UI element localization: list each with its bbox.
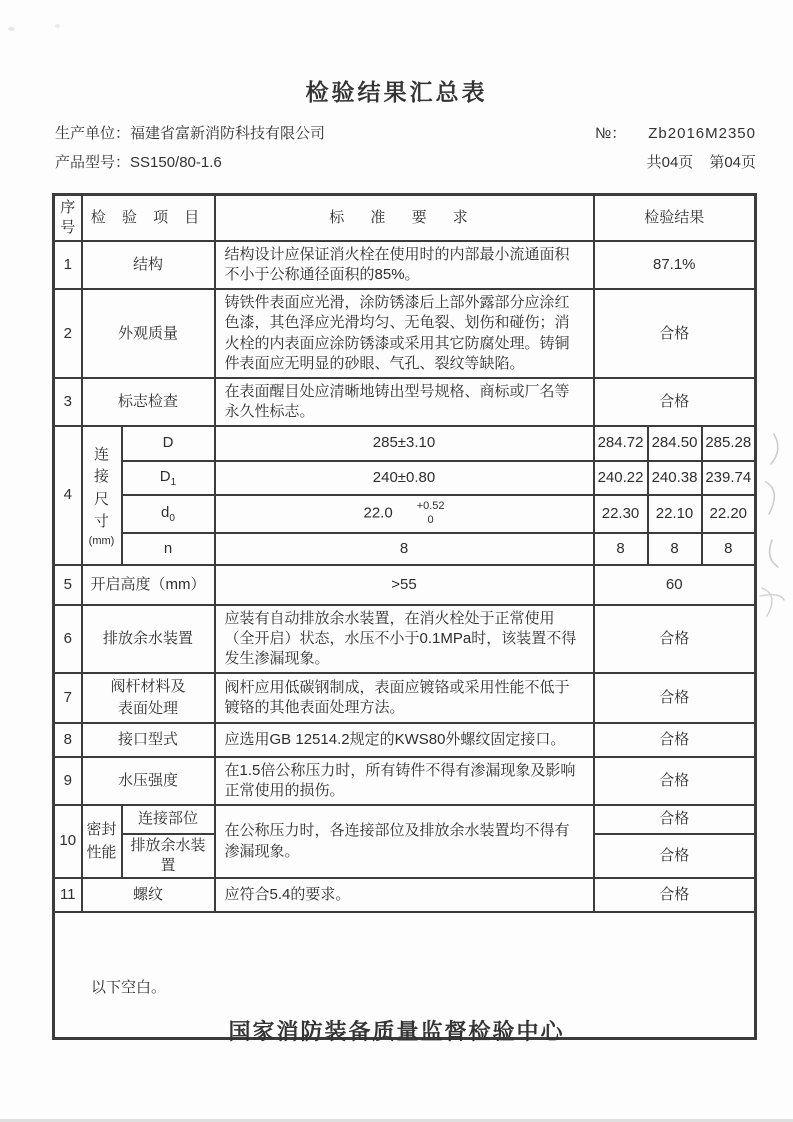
param-d0-value-3: 22.20 [702, 495, 756, 533]
row4-group-label [82, 426, 122, 565]
param-n: n [122, 533, 215, 565]
row4-no: 4 [54, 426, 82, 565]
param-D1: $D_1$ [122, 461, 215, 495]
param-n-value-3: 8 [702, 533, 756, 565]
row8-standard: 应选用GB 12514.2规定的KWS80外螺纹固定接口。 [215, 723, 594, 757]
table-row-dimension-d0 [54, 495, 756, 533]
row7-no: 7 [54, 673, 82, 723]
row6-result: 合格 [594, 605, 756, 673]
table-row-dimension-D [54, 426, 756, 461]
table-row [54, 289, 756, 377]
table-row [54, 605, 756, 673]
param-d0-value-1: 22.30 [594, 495, 648, 533]
param-D1-value-1: 240.22 [594, 461, 648, 495]
connection-size-label: 连接尺寸 [93, 445, 109, 531]
row11-result: 合格 [594, 878, 756, 912]
producer-label: 生产单位： [55, 125, 131, 142]
col-header-result: 检验结果 [594, 195, 756, 242]
param-D1-value-2: 240.38 [648, 461, 702, 495]
row6-no: 6 [54, 605, 82, 673]
row7-standard: 阀杆应用低碳钢制成，表面应镀铬或采用性能不低于镀铬的其他表面处理方法。 [215, 673, 594, 723]
model-label: 产品型号： [55, 154, 131, 171]
row3-item: 标志检查 [82, 378, 215, 426]
row1-item: 结构 [82, 241, 215, 289]
report-no-value: Zb2016M2350 [648, 125, 756, 142]
row10-no: 10 [54, 805, 82, 878]
row9-result: 合格 [594, 757, 756, 805]
scan-speck-artifact [55, 24, 60, 28]
model-value: SS150/80-1.6 [130, 154, 222, 171]
row2-no: 2 [54, 289, 82, 377]
table-row [54, 673, 756, 723]
table-row-dimension-D1 [54, 461, 756, 495]
row5-item: 开启高度（mm） [82, 565, 215, 605]
param-d0-value-2: 22.10 [648, 495, 702, 533]
param-D-value-1: 284.72 [594, 426, 648, 461]
table-row [54, 241, 756, 289]
row5-no: 5 [54, 565, 82, 605]
model-field [55, 151, 222, 172]
row11-no: 11 [54, 878, 82, 912]
table-row [54, 757, 756, 805]
d0-tolerance [417, 500, 445, 528]
param-D1-standard: 240±0.80 [215, 461, 594, 495]
row10-sub1-label: 连接部位 [122, 805, 215, 834]
row6-standard: 应装有自动排放余水装置，在消火栓处于正常使用（全开启）状态，水压不小于0.1MPa时，该装置不得发生渗漏现象。 [215, 605, 594, 673]
col-header-item: 检 验 项 目 [82, 195, 215, 242]
d0-base-value: 22.0 [363, 504, 393, 522]
row3-standard: 在表面醒目处应清晰地铸出型号规格、商标或厂名等永久性标志。 [215, 378, 594, 426]
table-header-row [54, 195, 756, 242]
page-count-field [647, 151, 756, 172]
param-D-value-3: 285.28 [702, 426, 756, 461]
report-no-field [595, 122, 756, 143]
row9-standard: 在1.5倍公称压力时，所有铸件不得有渗漏现象及影响正常使用的损伤。 [215, 757, 594, 805]
param-n-standard: 8 [215, 533, 594, 565]
row2-result: 合格 [594, 289, 756, 377]
row1-no: 1 [54, 241, 82, 289]
row10-sub1-result: 合格 [594, 805, 756, 834]
param-D-standard: 285±3.10 [215, 426, 594, 461]
row2-item: 外观质量 [82, 289, 215, 377]
row11-standard: 应符合5.4的要求。 [215, 878, 594, 912]
row7-item: 阀杆材料及表面处理 [82, 673, 215, 723]
connection-size-unit: (mm) [88, 534, 115, 547]
row7-result: 合格 [594, 673, 756, 723]
param-D-value-2: 284.50 [648, 426, 702, 461]
row5-result: 60 [594, 565, 756, 605]
report-no-label: №： [595, 125, 627, 142]
page-current: 第04页 [709, 154, 756, 171]
row8-no: 8 [54, 723, 82, 757]
row10-sub2-label: 排放余水装置 [122, 834, 215, 878]
table-row [54, 565, 756, 605]
table-row-seal-connection [54, 805, 756, 834]
param-n-value-1: 8 [594, 533, 648, 565]
producer-field [55, 122, 325, 143]
scan-speck-artifact [8, 27, 15, 31]
col-header-standard: 标 准 要 求 [215, 195, 594, 242]
row3-no: 3 [54, 378, 82, 426]
producer-and-report-no-line [55, 122, 756, 143]
row8-item: 接口型式 [82, 723, 215, 757]
row1-result: 87.1% [594, 241, 756, 289]
row2-standard: 铸铁件表面应光滑，涂防锈漆后上部外露部分应涂红色漆，其色泽应光滑均匀、无龟裂、划伤和碰伤；消火栓的内表面应涂防锈漆或采用其它防腐处理。铸铜件表面应无明显的砂眼、气孔、裂纹等缺陷。 [215, 289, 594, 377]
param-D1-value-3: 239.74 [702, 461, 756, 495]
row1-standard: 结构设计应保证消火栓在使用时的内部最小流通面积不小于公称通径面积的85%。 [215, 241, 594, 289]
table-row [54, 723, 756, 757]
row5-standard: >55 [215, 565, 594, 605]
row10-sub2-result: 合格 [594, 834, 756, 878]
row10-standard: 在公称压力时，各连接部位及排放余水装置均不得有渗漏现象。 [215, 805, 594, 878]
issuing-center-name: 国家消防装备质量监督检验中心 [228, 1019, 565, 1044]
pages-total: 共04页 [646, 154, 694, 171]
row8-result: 合格 [594, 723, 756, 757]
param-n-value-2: 8 [648, 533, 702, 565]
row11-item: 螺纹 [82, 878, 215, 912]
inspection-results-table [52, 193, 757, 1040]
param-d0-standard [215, 495, 594, 533]
producer-value: 福建省富新消防科技有限公司 [130, 125, 326, 142]
param-d0: $d_0$ [122, 495, 215, 533]
d0-tolerance-lower: 0 [427, 513, 434, 526]
blank-below-note: 以下空白。 [54, 912, 756, 1038]
row9-no: 9 [54, 757, 82, 805]
row10-group-label: 密封性能 [82, 805, 122, 878]
table-row [54, 878, 756, 912]
table-row-dimension-n [54, 533, 756, 565]
col-header-no: 序号 [54, 195, 82, 242]
table-row [54, 378, 756, 426]
model-and-page-line [55, 151, 756, 172]
param-D: D [122, 426, 215, 461]
handwritten-margin-marks [752, 420, 792, 650]
row6-item: 排放余水装置 [82, 605, 215, 673]
row9-item: 水压强度 [82, 757, 215, 805]
row3-result: 合格 [594, 378, 756, 426]
document-title: 检验结果汇总表 [305, 79, 488, 105]
d0-tolerance-upper: +0.52 [416, 500, 445, 513]
